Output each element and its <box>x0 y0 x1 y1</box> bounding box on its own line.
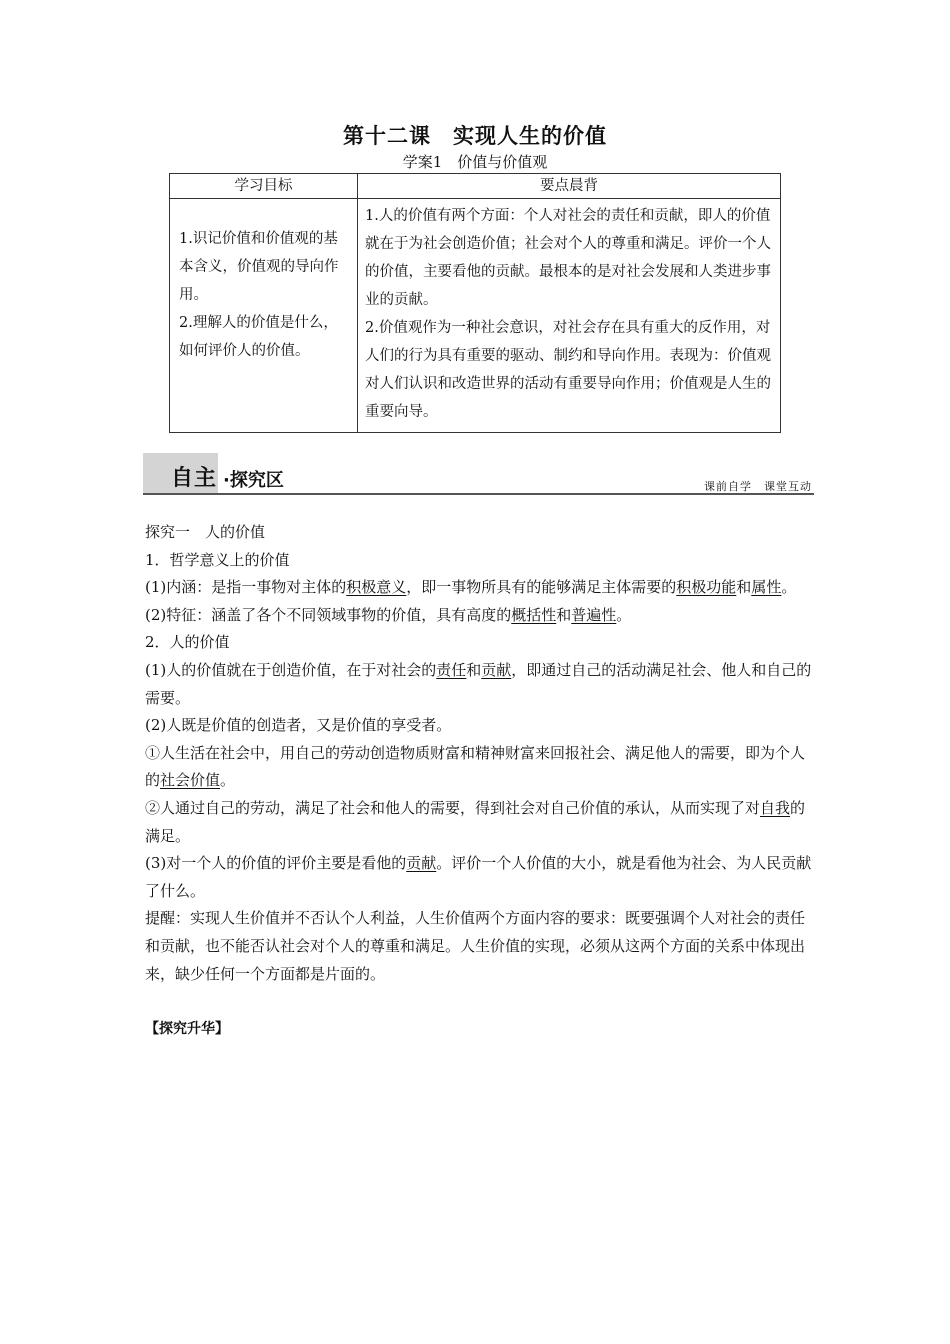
table-header-goals: 学习目标 <box>170 174 358 199</box>
paragraph-evaluation: (3)对一个人的价值的评价主要是看他的贡献。评价一个人价值的大小，就是看他为社会、为人民贡献了什么。 <box>145 854 812 900</box>
paragraph-feature: (2)特征：涵盖了各个不同领域事物的价值，具有高度的概括性和普遍性。 <box>145 605 632 624</box>
heading-1: 1．哲学意义上的价值 <box>145 550 290 569</box>
study-goals-table <box>169 173 781 433</box>
table-header-points: 要点晨背 <box>358 174 781 199</box>
table-row <box>170 199 781 433</box>
blank-answer: 积极功能 <box>676 578 737 597</box>
paragraph-human-value: (1)人的价值就在于创造价值，在于对社会的责任和贡献，即通过自己的活动满足社会、他人和自己的需要。 <box>145 660 812 707</box>
goals-cell <box>170 199 358 433</box>
blank-answer: 普遍性 <box>571 605 617 624</box>
section-band-sub: ·探究区 <box>223 470 284 491</box>
blank-answer: 积极意义 <box>346 578 407 597</box>
blank-answer: 社会价值 <box>160 771 221 790</box>
blank-answer: 概括性 <box>511 605 557 624</box>
content-body <box>145 519 817 1043</box>
goal-item: 2.理解人的价值是什么，如何评价人的价值。 <box>179 315 338 359</box>
paragraph-creator: (2)人既是价值的创造者，又是价值的享受者。 <box>145 716 452 735</box>
page-subtitle: 学案1 价值与价值观 <box>402 153 548 171</box>
page-title: 第十二课 实现人生的价值 <box>343 124 607 148</box>
blank-answer: 自我 <box>760 798 791 817</box>
paragraph-self-value: ②人通过自己的劳动，满足了社会和他人的需要，得到社会对自己价值的承认，从而实现了对自我的满足。 <box>145 798 806 845</box>
explore-title: 探究一 人的价值 <box>145 523 266 541</box>
point-item: 1.人的价值有两个方面：个人对社会的责任和贡献，即人的价值就在于为社会创造价值；社会对个人的尊重和满足。评价一个人的价值，主要看他的贡献。最根本的是对社会发展和人类进步事业的贡献。 <box>365 208 771 308</box>
paragraph-reminder: 提醒：实现人生价值并不否认个人利益，人生价值两个方面内容的要求：既要强调个人对社会的责任和贡献，也不能否认社会对个人的尊重和满足。人生价值的实现，必须从这两个方面的关系中体现出来，缺少任何一个方面都是片面的。 <box>145 909 806 983</box>
paragraph-social-value: ①人生活在社会中，用自己的劳动创造物质财富和精神财富来回报社会、满足他人的需要，即为个人的社会价值。 <box>145 743 806 790</box>
sublimation-heading: 【探究升华】 <box>145 1020 229 1037</box>
blank-answer: 责任 <box>436 660 467 679</box>
spacer <box>145 988 817 1016</box>
section-band-tagline: 课前自学 课堂互动 <box>704 480 812 493</box>
section-band-main: 自主 <box>171 466 218 491</box>
blank-answer: 贡献 <box>481 660 512 679</box>
point-item: 2.价值观作为一种社会意识，对社会存在具有重大的反作用，对人们的行为具有重要的驱动、制约和导向作用。表现为：价值观对人们认识和改造世界的活动有重要导向作用；价值观是人生的重要向导。 <box>365 320 771 420</box>
blank-answer: 贡献 <box>406 854 437 873</box>
heading-2: 2．人的价值 <box>145 633 230 652</box>
points-cell <box>358 199 781 433</box>
paragraph-connotation: (1)内涵：是指一事物对主体的积极意义，即一事物所具有的能够满足主体需要的积极功能和属性。 <box>145 578 797 597</box>
section-divider <box>143 493 814 495</box>
goal-item: 1.识记价值和价值观的基本含义，价值观的导向作用。 <box>179 231 339 303</box>
section-band <box>143 453 814 495</box>
blank-answer: 属性 <box>751 578 782 597</box>
table-header-row <box>170 174 781 199</box>
